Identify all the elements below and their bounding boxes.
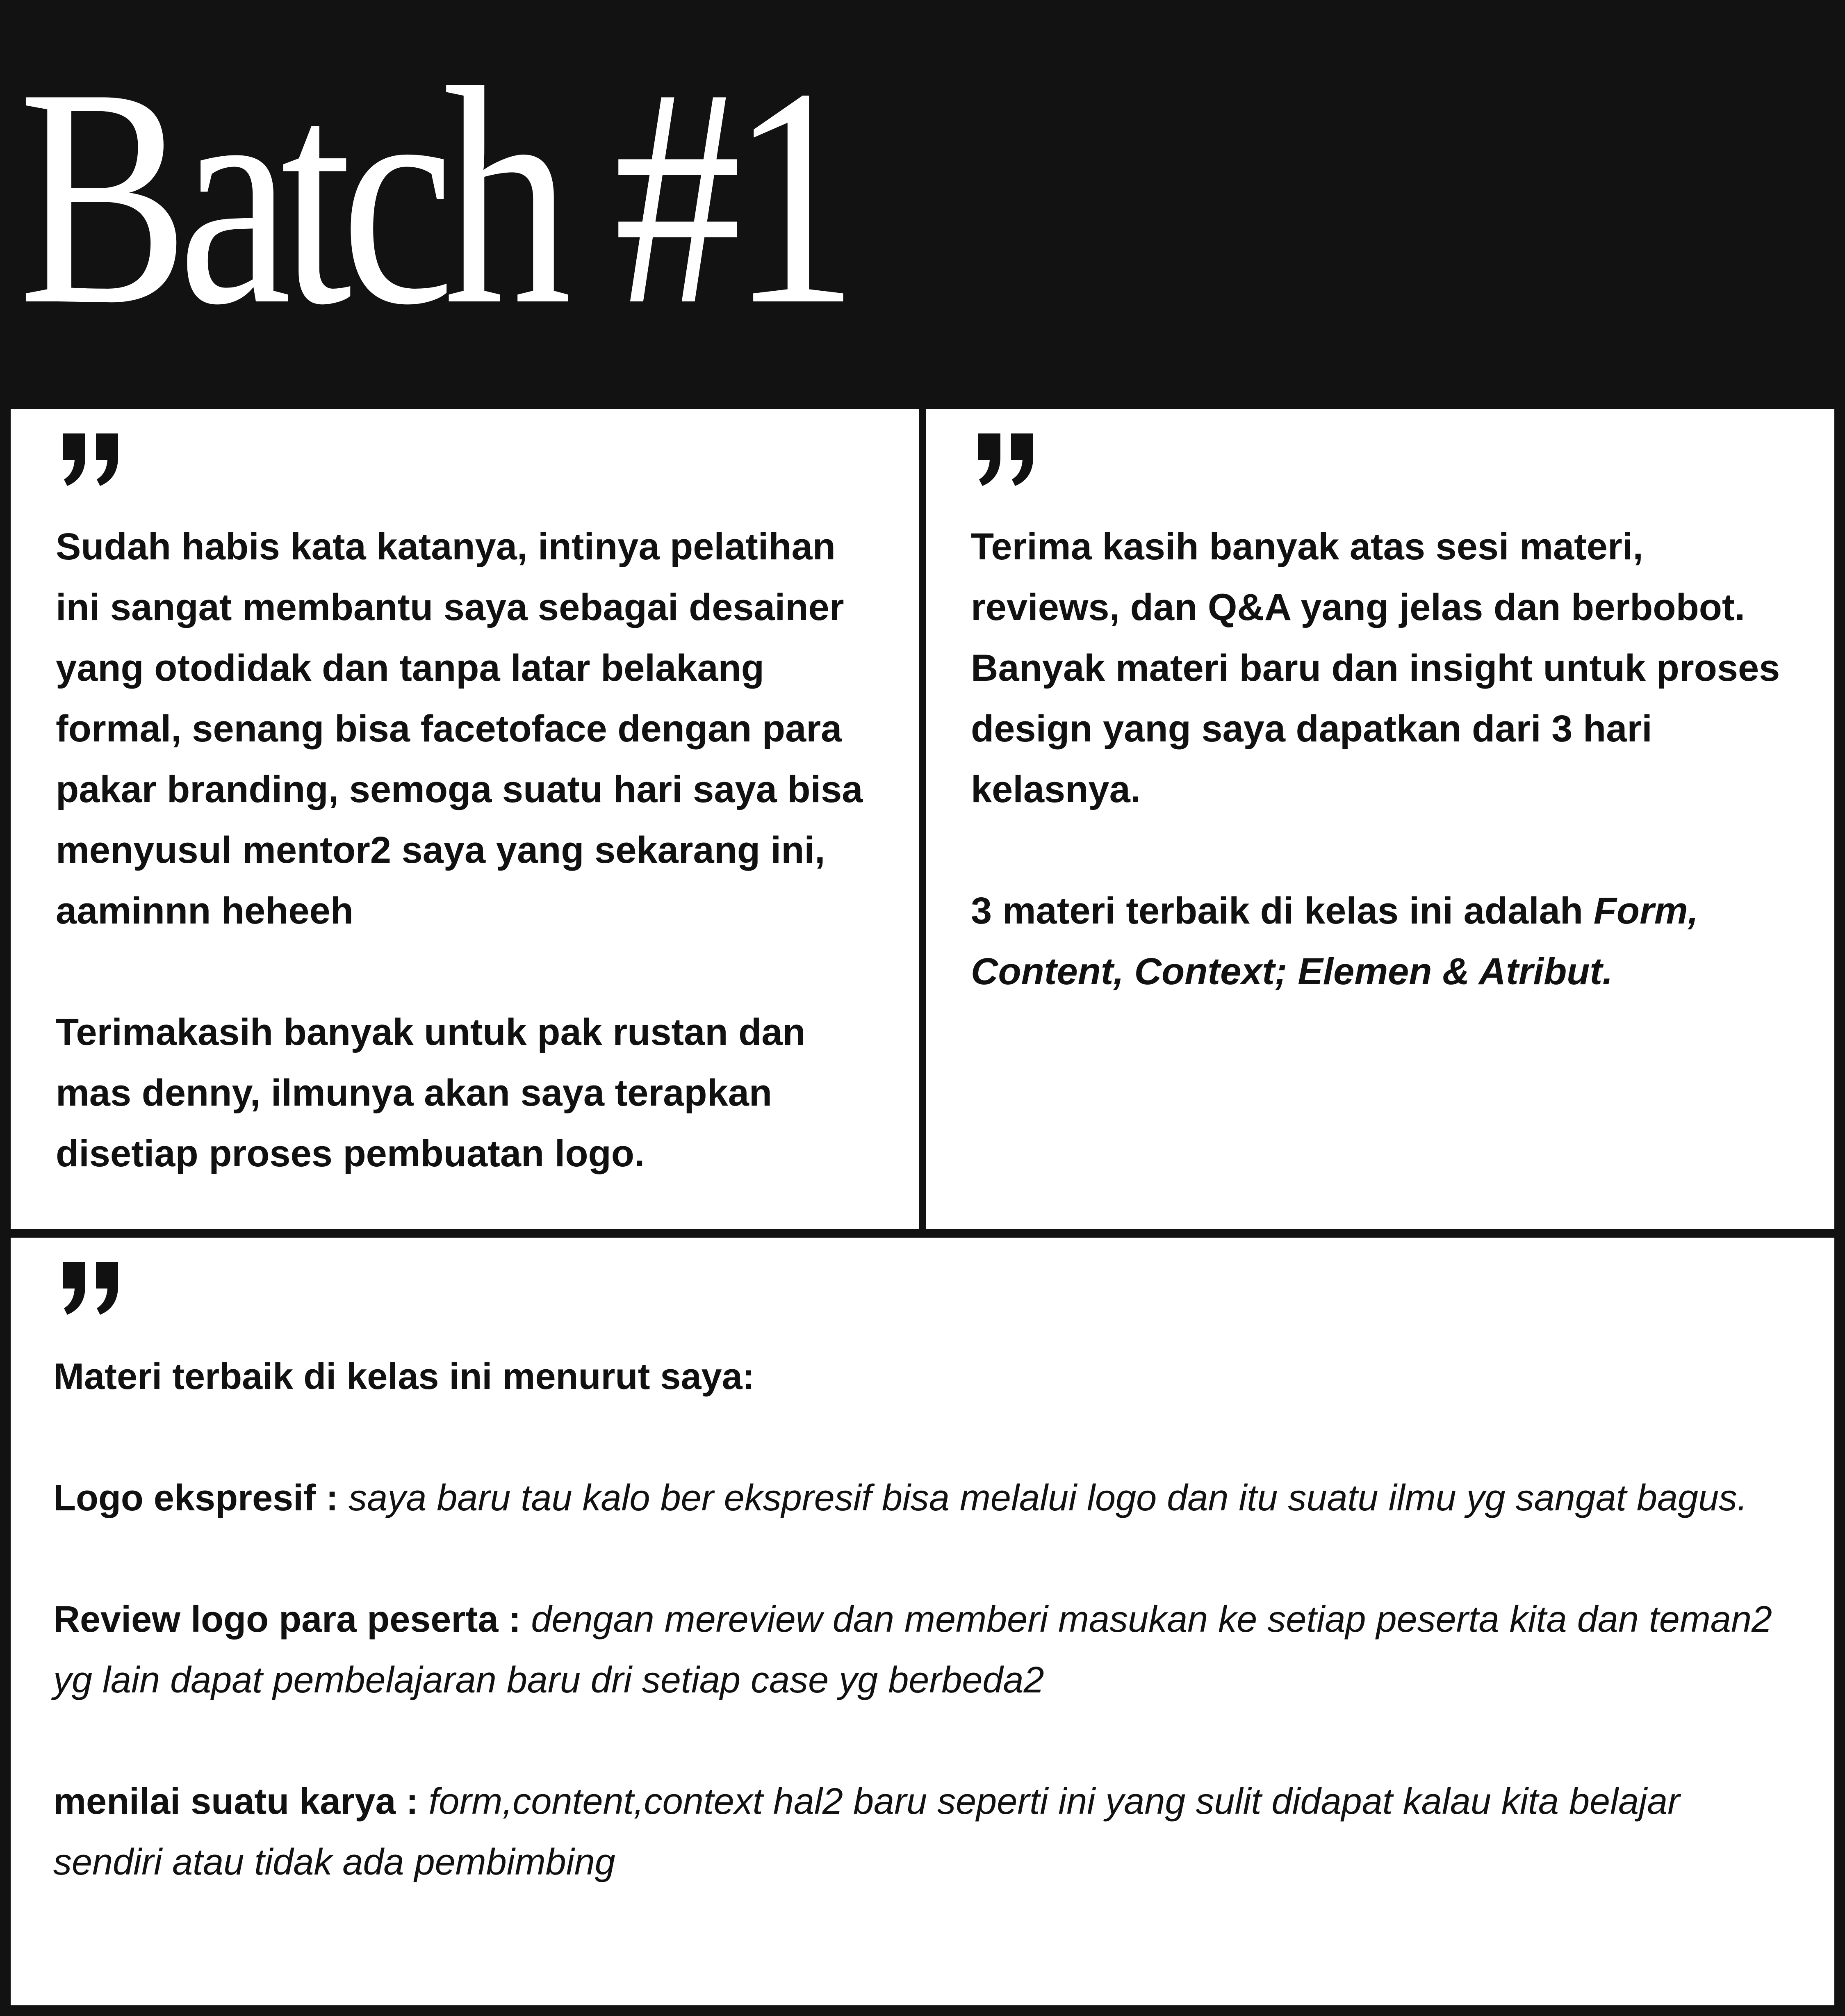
- item-label: menilai suatu karya :: [53, 1781, 429, 1822]
- quote-icon: [60, 1262, 121, 1316]
- item-text: form,content,context hal2 baru seperti ini yang sulit didapat kalau kita belajar sendiri atau tidak ada pembimbing: [53, 1781, 1680, 1883]
- testimonial-paragraph: Terimakasih banyak untuk pak rustan dan mas denny, ilmunya akan saya terapkan disetiap proses pembuatan logo.: [56, 1011, 806, 1174]
- page-title: Batch #1: [18, 24, 848, 369]
- item-text: dengan mereview dan memberi masukan ke setiap peserta kita dan teman2 yg lain dapat pembelajaran baru dri setiap case yg berbeda2: [53, 1599, 1772, 1701]
- item-text: saya baru tau kalo ber ekspresif bisa melalui logo dan itu suatu ilmu yg sangat bagus.: [348, 1478, 1748, 1519]
- testimonial-card-3: [11, 1238, 1834, 2005]
- quote-icon: [60, 433, 121, 487]
- testimonial-intro: Materi terbaik di kelas ini menurut saya:: [53, 1356, 755, 1397]
- item-label: Review logo para peserta :: [53, 1599, 531, 1640]
- paragraph-highlight: Form, Content, Context; Elemen & Atribut.: [971, 890, 1699, 992]
- testimonial-paragraph: Terima kasih banyak atas sesi materi, reviews, dan Q&A yang jelas dan berbobot. Banyak materi baru dan insight untuk proses design yang saya dapatkan dari 3 hari kelasnya.: [971, 526, 1780, 810]
- testimonial-text: [56, 516, 874, 1184]
- testimonial-card-2: [926, 409, 1834, 1229]
- testimonial-item: [53, 1468, 1792, 1528]
- testimonial-card-1: [11, 409, 919, 1229]
- paragraph-lead: 3 materi terbaik di kelas ini adalah: [971, 890, 1594, 932]
- item-label: Logo ekspresif :: [53, 1478, 349, 1519]
- testimonial-item: [53, 1589, 1792, 1710]
- testimonial-paragraph: Sudah habis kata katanya, intinya pelatihan ini sangat membantu saya sebagai desainer yang otodidak dan tanpa latar belakang formal, senang bisa facetoface dengan para pakar branding, semoga suatu hari saya bisa menyusul mentor2 saya yang sekarang ini, aaminnn heheeh: [56, 526, 863, 932]
- quote-icon: [975, 433, 1036, 487]
- testimonial-text: [971, 516, 1789, 1002]
- testimonial-item: [53, 1771, 1792, 1893]
- testimonial-paragraph: [971, 880, 1789, 1002]
- testimonial-text: [53, 1346, 1792, 1893]
